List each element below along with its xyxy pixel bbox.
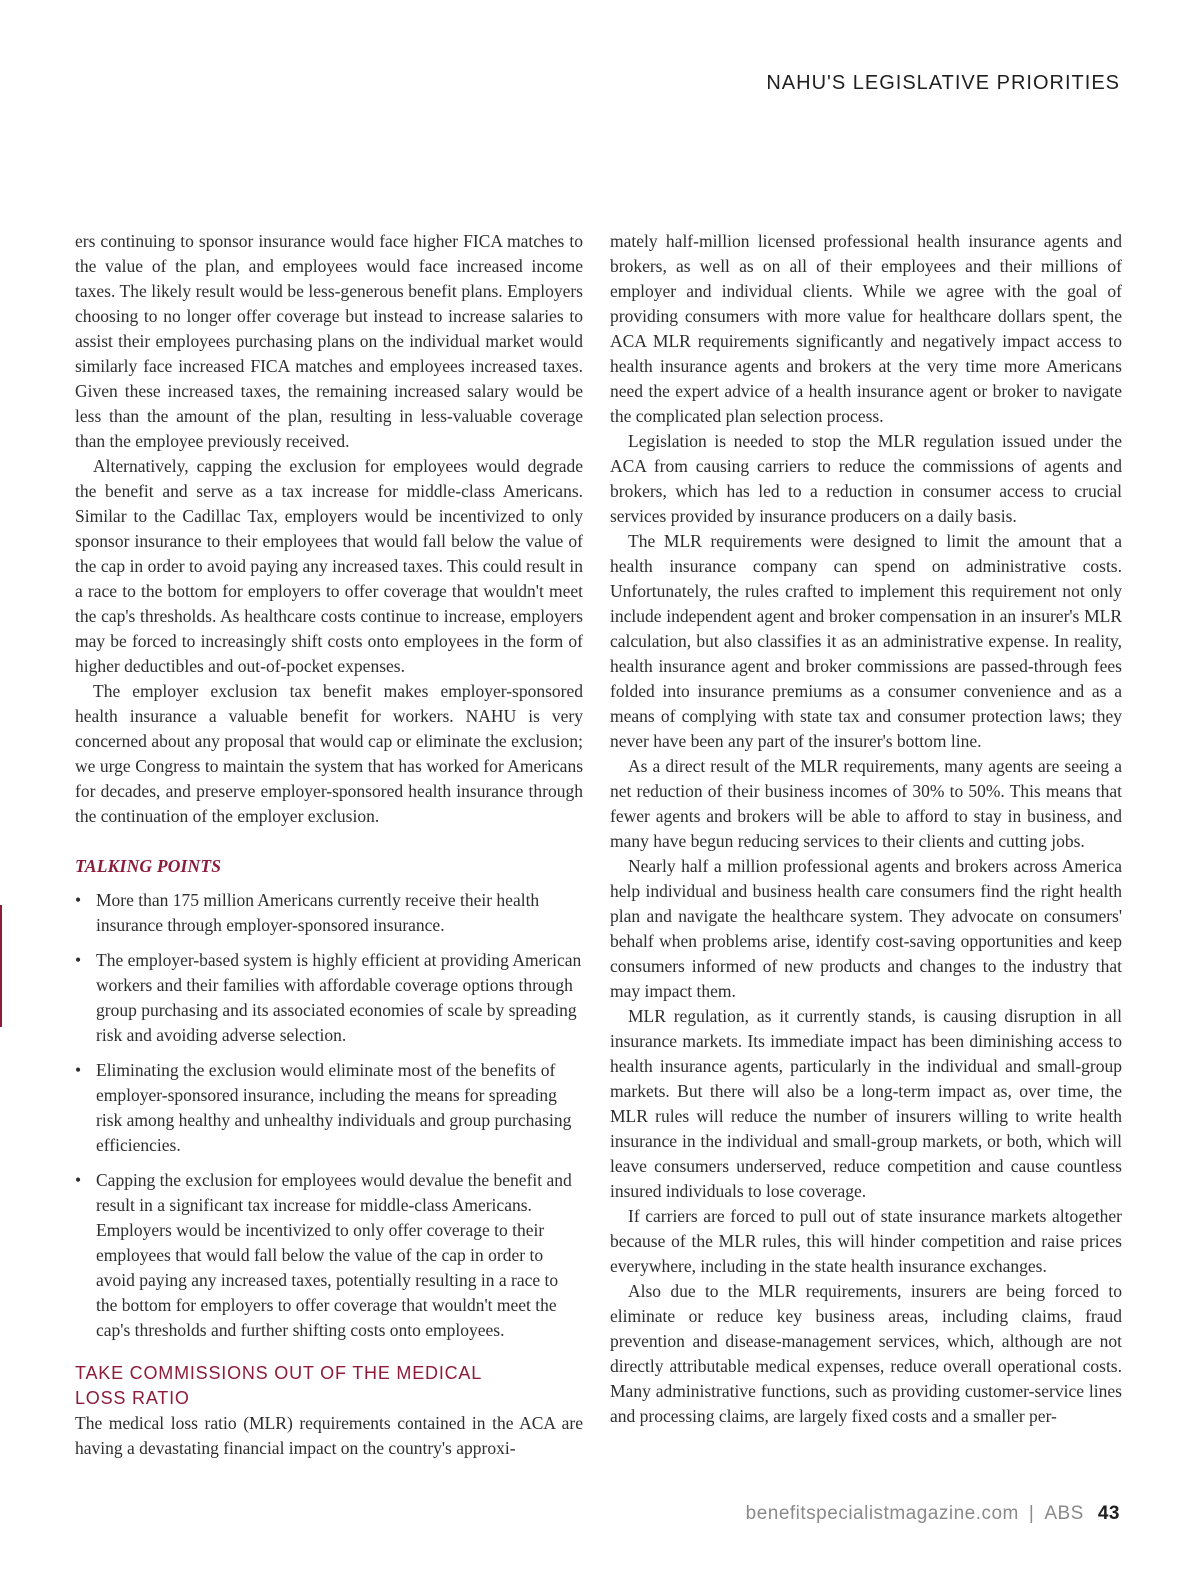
list-item: • More than 175 million Americans currently receive their health insurance through employer-sponsored insurance.	[75, 888, 583, 938]
paragraph: mately half-million licensed professional health insurance agents and brokers, as well as on all of their employees and their millions of employer and individual clients. While we agree with the goal of providing consumers with more value for healthcare dollars spent, the ACA MLR requirements significantly and negatively impact access to health insurance agents and brokers at the very time more Americans need the expert advice of a health insurance agent or broker to navigate the complicated plan selection process.	[610, 231, 1122, 426]
paragraph: The MLR requirements were designed to limit the amount that a health insurance company can spend on administrative costs. Unfortunately, the rules crafted to implement this requirement not only include independent agent and broker compensation in an insurer's MLR calculation, but also classifies it as an administrative expense. In reality, health insurance agent and broker commissions are passed-through fees folded into insurance premiums as a consumer convenience and as a means of complying with state tax and consumer protection laws; they never have been any part of the insurer's bottom line.	[610, 531, 1122, 751]
list-item: • The employer-based system is highly efficient at providing American workers and their families with affordable coverage options through group purchasing and its associated economies of scale by spreading risk and avoiding adverse selection.	[75, 948, 583, 1048]
right-column	[610, 229, 1122, 1429]
paragraph: Alternatively, capping the exclusion for employees would degrade the benefit and serve as a tax increase for middle-class Americans. Similar to the Cadillac Tax, employers would be incentivized to only sponsor insurance to their employees that would fall below the value of the cap in order to avoid paying any increased taxes. This could result in a race to the bottom for employers to offer coverage that wouldn't meet the cap's thresholds. As healthcare costs continue to increase, employers may be forced to increasingly shift costs onto employees in the form of higher deductibles and out-of-pocket expenses.	[75, 456, 583, 676]
paragraph: If carriers are forced to pull out of state insurance markets altogether because of the MLR rules, this will hinder competition and raise prices everywhere, including in the state health insurance exchanges.	[610, 1206, 1122, 1276]
list-item: • Capping the exclusion for employees would devalue the benefit and result in a significant tax increase for middle-class Americans. Employers would be incentivized to only offer coverage to their employees that would fall below the value of the cap in order to avoid paying any increased taxes, potentially resulting in a race to the bottom for employers to offer coverage that wouldn't meet the cap's thresholds and further shifting costs onto employees.	[75, 1168, 583, 1343]
section-heading-line: LOSS RATIO	[75, 1388, 190, 1408]
paragraph: As a direct result of the MLR requirements, many agents are seeing a net reduction of their business incomes of 30% to 50%. This means that fewer agents and brokers will be able to afford to stay in business, and many have begun reducing services to their clients and cutting jobs.	[610, 756, 1122, 851]
paragraph: ers continuing to sponsor insurance would face higher FICA matches to the value of the plan, and employees would face increased income taxes. The likely result would be less-generous benefit plans. Employers choosing to no longer offer coverage but instead to increase salaries to assist their employees purchasing plans on the individual market would similarly face increased FICA matches and employees increased taxes. Given these increased taxes, the remaining increased salary would be less than the amount of the plan, resulting in less-valuable coverage than the employee previously received.	[75, 231, 583, 451]
paragraph: Legislation is needed to stop the MLR regulation issued under the ACA from causing carriers to reduce the commissions of agents and brokers, which has led to a reduction in consumer access to crucial services provided by insurance producers on a daily basis.	[610, 431, 1122, 526]
talking-points-list	[75, 888, 583, 1343]
publication-name: ABS	[1044, 1503, 1084, 1524]
page-footer	[746, 1503, 1120, 1525]
footer-separator: |	[1028, 1503, 1035, 1524]
talking-points-heading: TALKING POINTS	[75, 856, 222, 876]
list-item: • Eliminating the exclusion would eliminate most of the benefits of employer-sponsored insurance, including the means for spreading risk among healthy and unhealthy individuals and group purchasing efficiencies.	[75, 1058, 583, 1158]
paragraph: MLR regulation, as it currently stands, is causing disruption in all insurance markets. Its immediate impact has been diminishing access to health insurance agents, particularly in the individual and small-group markets. But there will also be a long-term impact as, over time, the MLR rules will reduce the number of insurers willing to write health insurance in the individual and small-group markets, or both, which will leave consumers underserved, reduce competition and cause countless insured individuals to lose coverage.	[610, 1006, 1122, 1201]
margin-accent-rule	[0, 905, 2, 1027]
section-heading	[75, 1361, 583, 1411]
paragraph: The employer exclusion tax benefit makes employer-sponsored health insurance a valuable benefit for workers. NAHU is very concerned about any proposal that would cap or eliminate the exclusion; we urge Congress to maintain the system that has worked for Americans for decades, and preserve employer-sponsored health insurance through the continuation of the employer exclusion.	[75, 681, 583, 826]
paragraph: Nearly half a million professional agents and brokers across America help individual and business health care consumers find the right health plan and navigate the healthcare system. They advocate on consumers' behalf when problems arise, identify cost-saving opportunities and keep consumers informed of new products and changes to the industry that may impact them.	[610, 856, 1122, 1001]
paragraph: Also due to the MLR requirements, insurers are being forced to eliminate or reduce key business areas, including claims, fraud prevention and disease-management services, which, although are not directly attributable medical expenses, reduce overall operational costs. Many administrative functions, such as providing customer-service lines and processing claims, are largely fixed costs and a smaller per-	[610, 1281, 1122, 1426]
website-link[interactable]: benefitspecialistmagazine.com	[745, 1503, 1019, 1524]
section-heading-line: TAKE COMMISSIONS OUT OF THE MEDICAL	[75, 1363, 483, 1383]
left-column	[75, 229, 583, 1461]
running-header: NAHU'S LEGISLATIVE PRIORITIES	[766, 72, 1120, 94]
page-number: 43	[1097, 1503, 1120, 1524]
paragraph: The medical loss ratio (MLR) requirements contained in the ACA are having a devastating financial impact on the country's approxi-	[75, 1413, 583, 1458]
